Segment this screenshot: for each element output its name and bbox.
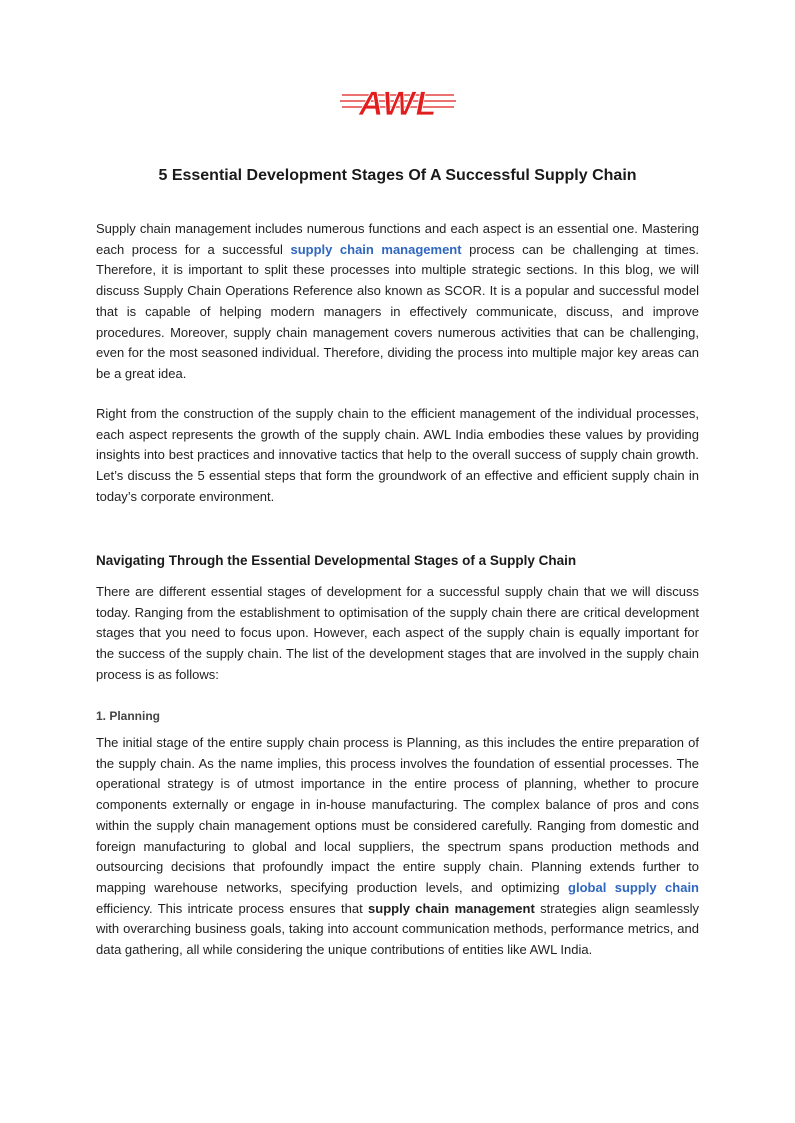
planning-heading: 1. Planning: [96, 709, 161, 723]
intro-paragraph: [96, 219, 699, 385]
planning-text-2: efficiency. This intricate process ensures that: [96, 900, 369, 916]
intro-text-after: process can be challenging at times. Therefore, it is important to split these processes into multiple strategic sections. In this blog, we will discuss Supply Chain Operations Reference also known as SCOR. It is a popular and successful model that is capable of helping modern managers in effectively communicate, discuss, and improve procedures. Moreover, supply chain management covers numerous activities that can be challenging, even for the most seasoned individual. Therefore, dividing the process into multiple major key areas can be a great idea.: [96, 241, 699, 381]
supply-chain-management-link[interactable]: supply chain management: [290, 241, 462, 257]
page-title: 5 Essential Development Stages Of A Successful Supply Chain: [158, 167, 637, 184]
planning-text-1: The initial stage of the entire supply chain process is Planning, as this includes the entire preparation of the supply chain. As the name implies, this process involves the foundation of essential processes. The operational strategy is of utmost importance in the entire process of planning, whether to procure components externally or engage in in-house manufacturing. The complex balance of pros and cons within the supply chain management options must be considered carefully. Ranging from domestic and foreign manufacturing to global and local suppliers, the spectrum spans production methods and outsourcing decisions that profoundly impact the entire supply chain. Planning extends further to mapping warehouse networks, specifying production levels, and optimizing: [96, 735, 699, 895]
section-heading: Navigating Through the Essential Developmental Stages of a Supply Chain: [96, 553, 577, 568]
logo-text: AWL: [358, 85, 438, 122]
intro-text-before: Supply chain management includes numerous functions and each aspect is an essential one. Mastering each process for a successful: [96, 221, 699, 257]
planning-paragraph: [96, 733, 699, 961]
awl-logo: [338, 82, 458, 122]
second-paragraph: Right from the construction of the supply chain to the efficient management of the individual processes, each aspect represents the growth of the supply chain. AWL India embodies these values by providing insights into best practices and innovative tactics that help to the overall success of supply chain growth. Let’s discuss the 5 essential steps that form the groundwork of an effective and efficient supply chain in today’s corporate environment.: [96, 406, 699, 504]
planning-text-3: strategies align seamlessly with overarching business goals, taking into account communication methods, performance metrics, and data gathering, all while considering the unique contributions of entities like AWL India.: [96, 900, 700, 958]
global-supply-chain-link[interactable]: global supply chain: [568, 879, 699, 895]
section-paragraph: There are different essential stages of development for a successful supply chain that we will discuss today. Ranging from the establishment to optimisation of the supply chain there are critical development stages that you need to focus upon. However, each aspect of the supply chain is equally important for the success of the supply chain. The list of the development stages that are involved in the supply chain process is as follows:: [96, 584, 699, 682]
planning-bold-term: supply chain management: [368, 900, 535, 916]
